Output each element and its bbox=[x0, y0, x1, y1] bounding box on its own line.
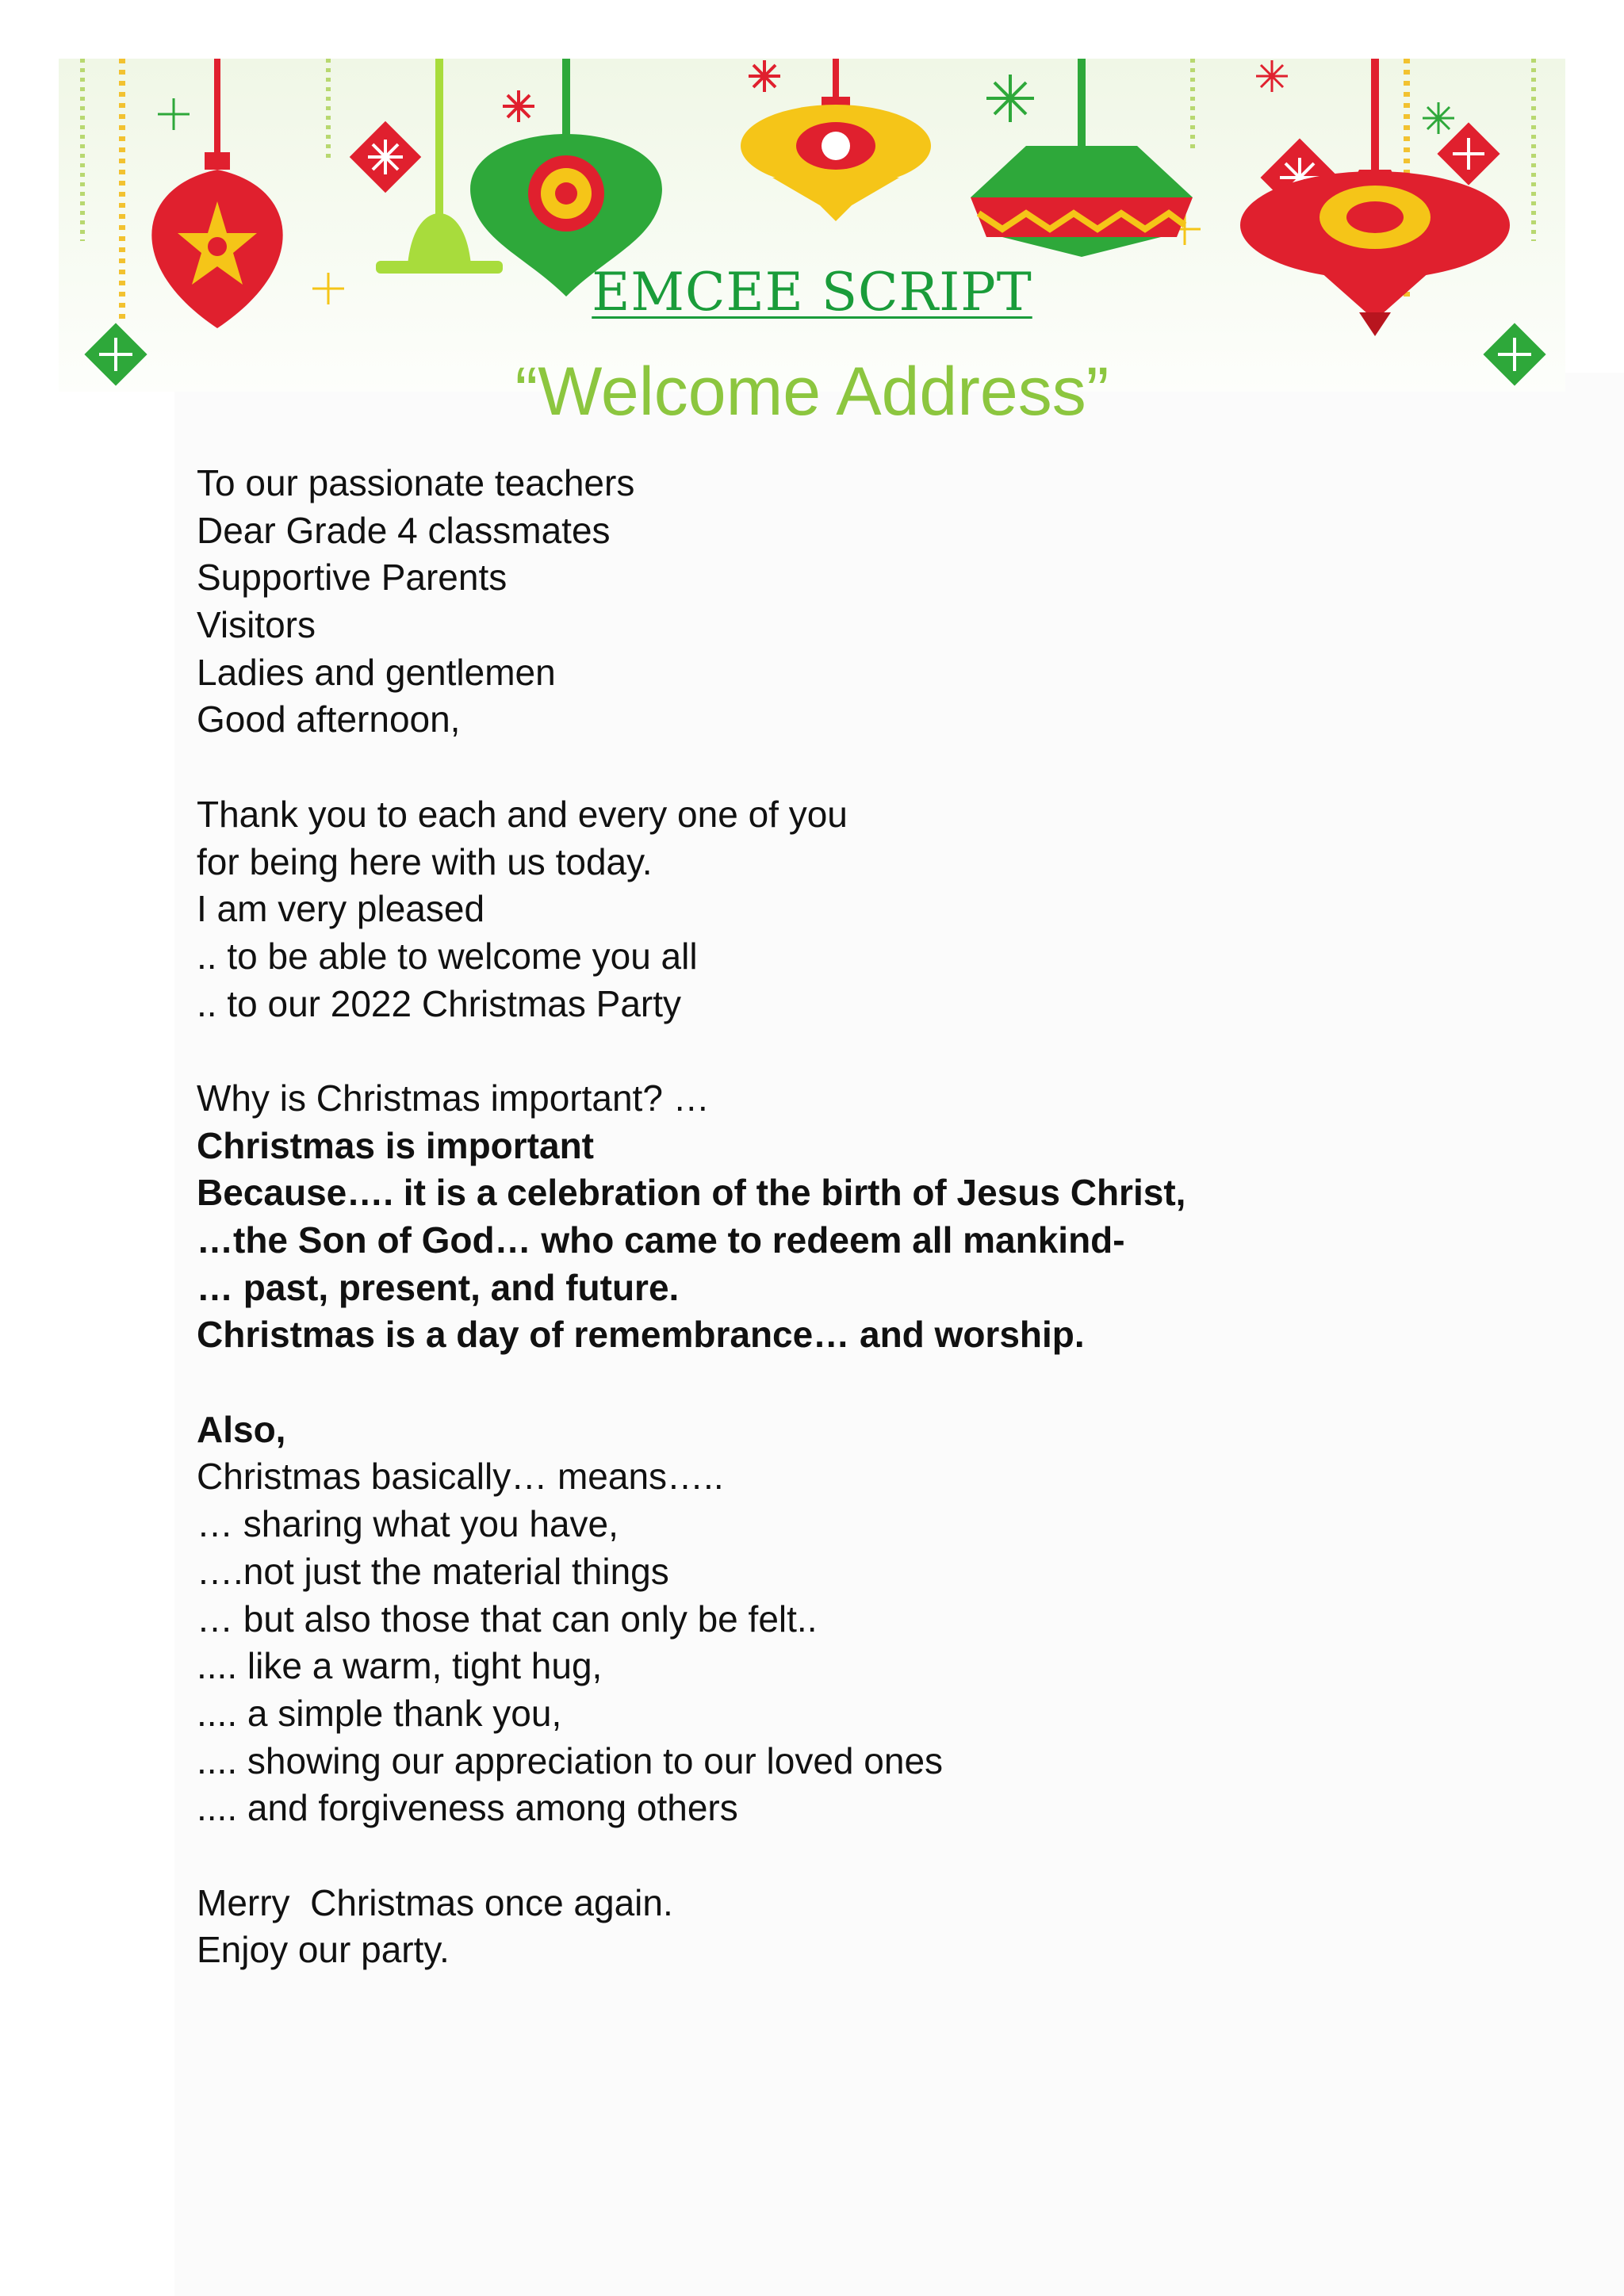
ornament-banner bbox=[59, 59, 1565, 392]
meaning-line: Christmas basically… means….. bbox=[197, 1456, 724, 1498]
closing-block bbox=[197, 1880, 1545, 1974]
paragraph-spacer bbox=[197, 1832, 1545, 1880]
star-icon bbox=[749, 60, 780, 92]
greeting-line: To our passionate teachers bbox=[197, 462, 635, 503]
meaning-block bbox=[197, 1406, 1545, 1832]
star-icon bbox=[986, 75, 1034, 122]
importance-block bbox=[197, 1075, 1545, 1359]
importance-line: Christmas is a day of remembrance… and worship. bbox=[197, 1314, 1085, 1356]
closing-line: Merry Christmas once again. bbox=[197, 1881, 673, 1923]
meaning-line: .... like a warm, tight hug, bbox=[197, 1645, 603, 1687]
thanks-line: Thank you to each and every one of you bbox=[197, 793, 848, 835]
meaning-line: .... a simple thank you, bbox=[197, 1692, 562, 1734]
importance-line: Christmas is important bbox=[197, 1124, 594, 1166]
star-icon bbox=[158, 98, 190, 130]
thanks-line: .. to our 2022 Christmas Party bbox=[197, 982, 682, 1024]
paragraph-spacer bbox=[197, 744, 1545, 791]
script-body bbox=[197, 460, 1545, 1974]
question-line: Why is Christmas important? … bbox=[197, 1077, 710, 1119]
greeting-line: Visitors bbox=[197, 604, 316, 646]
star-icon bbox=[1423, 102, 1454, 134]
also-label: Also, bbox=[197, 1408, 286, 1450]
christmas-ornaments-illustration bbox=[59, 59, 1565, 392]
greeting-line: Good afternoon, bbox=[197, 698, 461, 740]
star-icon bbox=[1256, 60, 1288, 92]
greeting-line: Supportive Parents bbox=[197, 557, 508, 599]
snowflake-icon bbox=[1437, 122, 1500, 185]
meaning-line: .... showing our appreciation to our loved ones bbox=[197, 1739, 944, 1781]
paragraph-spacer bbox=[197, 1027, 1545, 1075]
christmas-ornament-icon bbox=[971, 59, 1193, 257]
greetings-block bbox=[197, 460, 1545, 744]
meaning-line: … but also those that can only be felt.. bbox=[197, 1598, 818, 1640]
paragraph-spacer bbox=[197, 1359, 1545, 1406]
greeting-line: Ladies and gentlemen bbox=[197, 651, 556, 693]
thanks-block bbox=[197, 791, 1545, 1027]
importance-line: Because…. it is a celebration of the birth of Jesus Christ, bbox=[197, 1172, 1186, 1214]
thanks-line: I am very pleased bbox=[197, 888, 485, 930]
page-title: EMCEE SCRIPT bbox=[592, 262, 1032, 323]
christmas-ornament-icon bbox=[470, 59, 662, 297]
meaning-line: … sharing what you have, bbox=[197, 1503, 619, 1545]
thanks-line: for being here with us today. bbox=[197, 840, 653, 882]
closing-line: Enjoy our party. bbox=[197, 1929, 450, 1971]
importance-line: … past, present, and future. bbox=[197, 1266, 680, 1308]
importance-line: …the Son of God… who came to redeem all mankind- bbox=[197, 1219, 1125, 1261]
snowflake-icon bbox=[350, 121, 422, 193]
greeting-line: Dear Grade 4 classmates bbox=[197, 509, 611, 551]
meaning-line: .... and forgiveness among others bbox=[197, 1787, 738, 1829]
star-icon bbox=[503, 90, 534, 122]
thanks-line: .. to be able to welcome you all bbox=[197, 935, 698, 977]
meaning-line: ….not just the material things bbox=[197, 1550, 669, 1592]
document-subtitle: “Welcome Address” bbox=[515, 354, 1109, 430]
